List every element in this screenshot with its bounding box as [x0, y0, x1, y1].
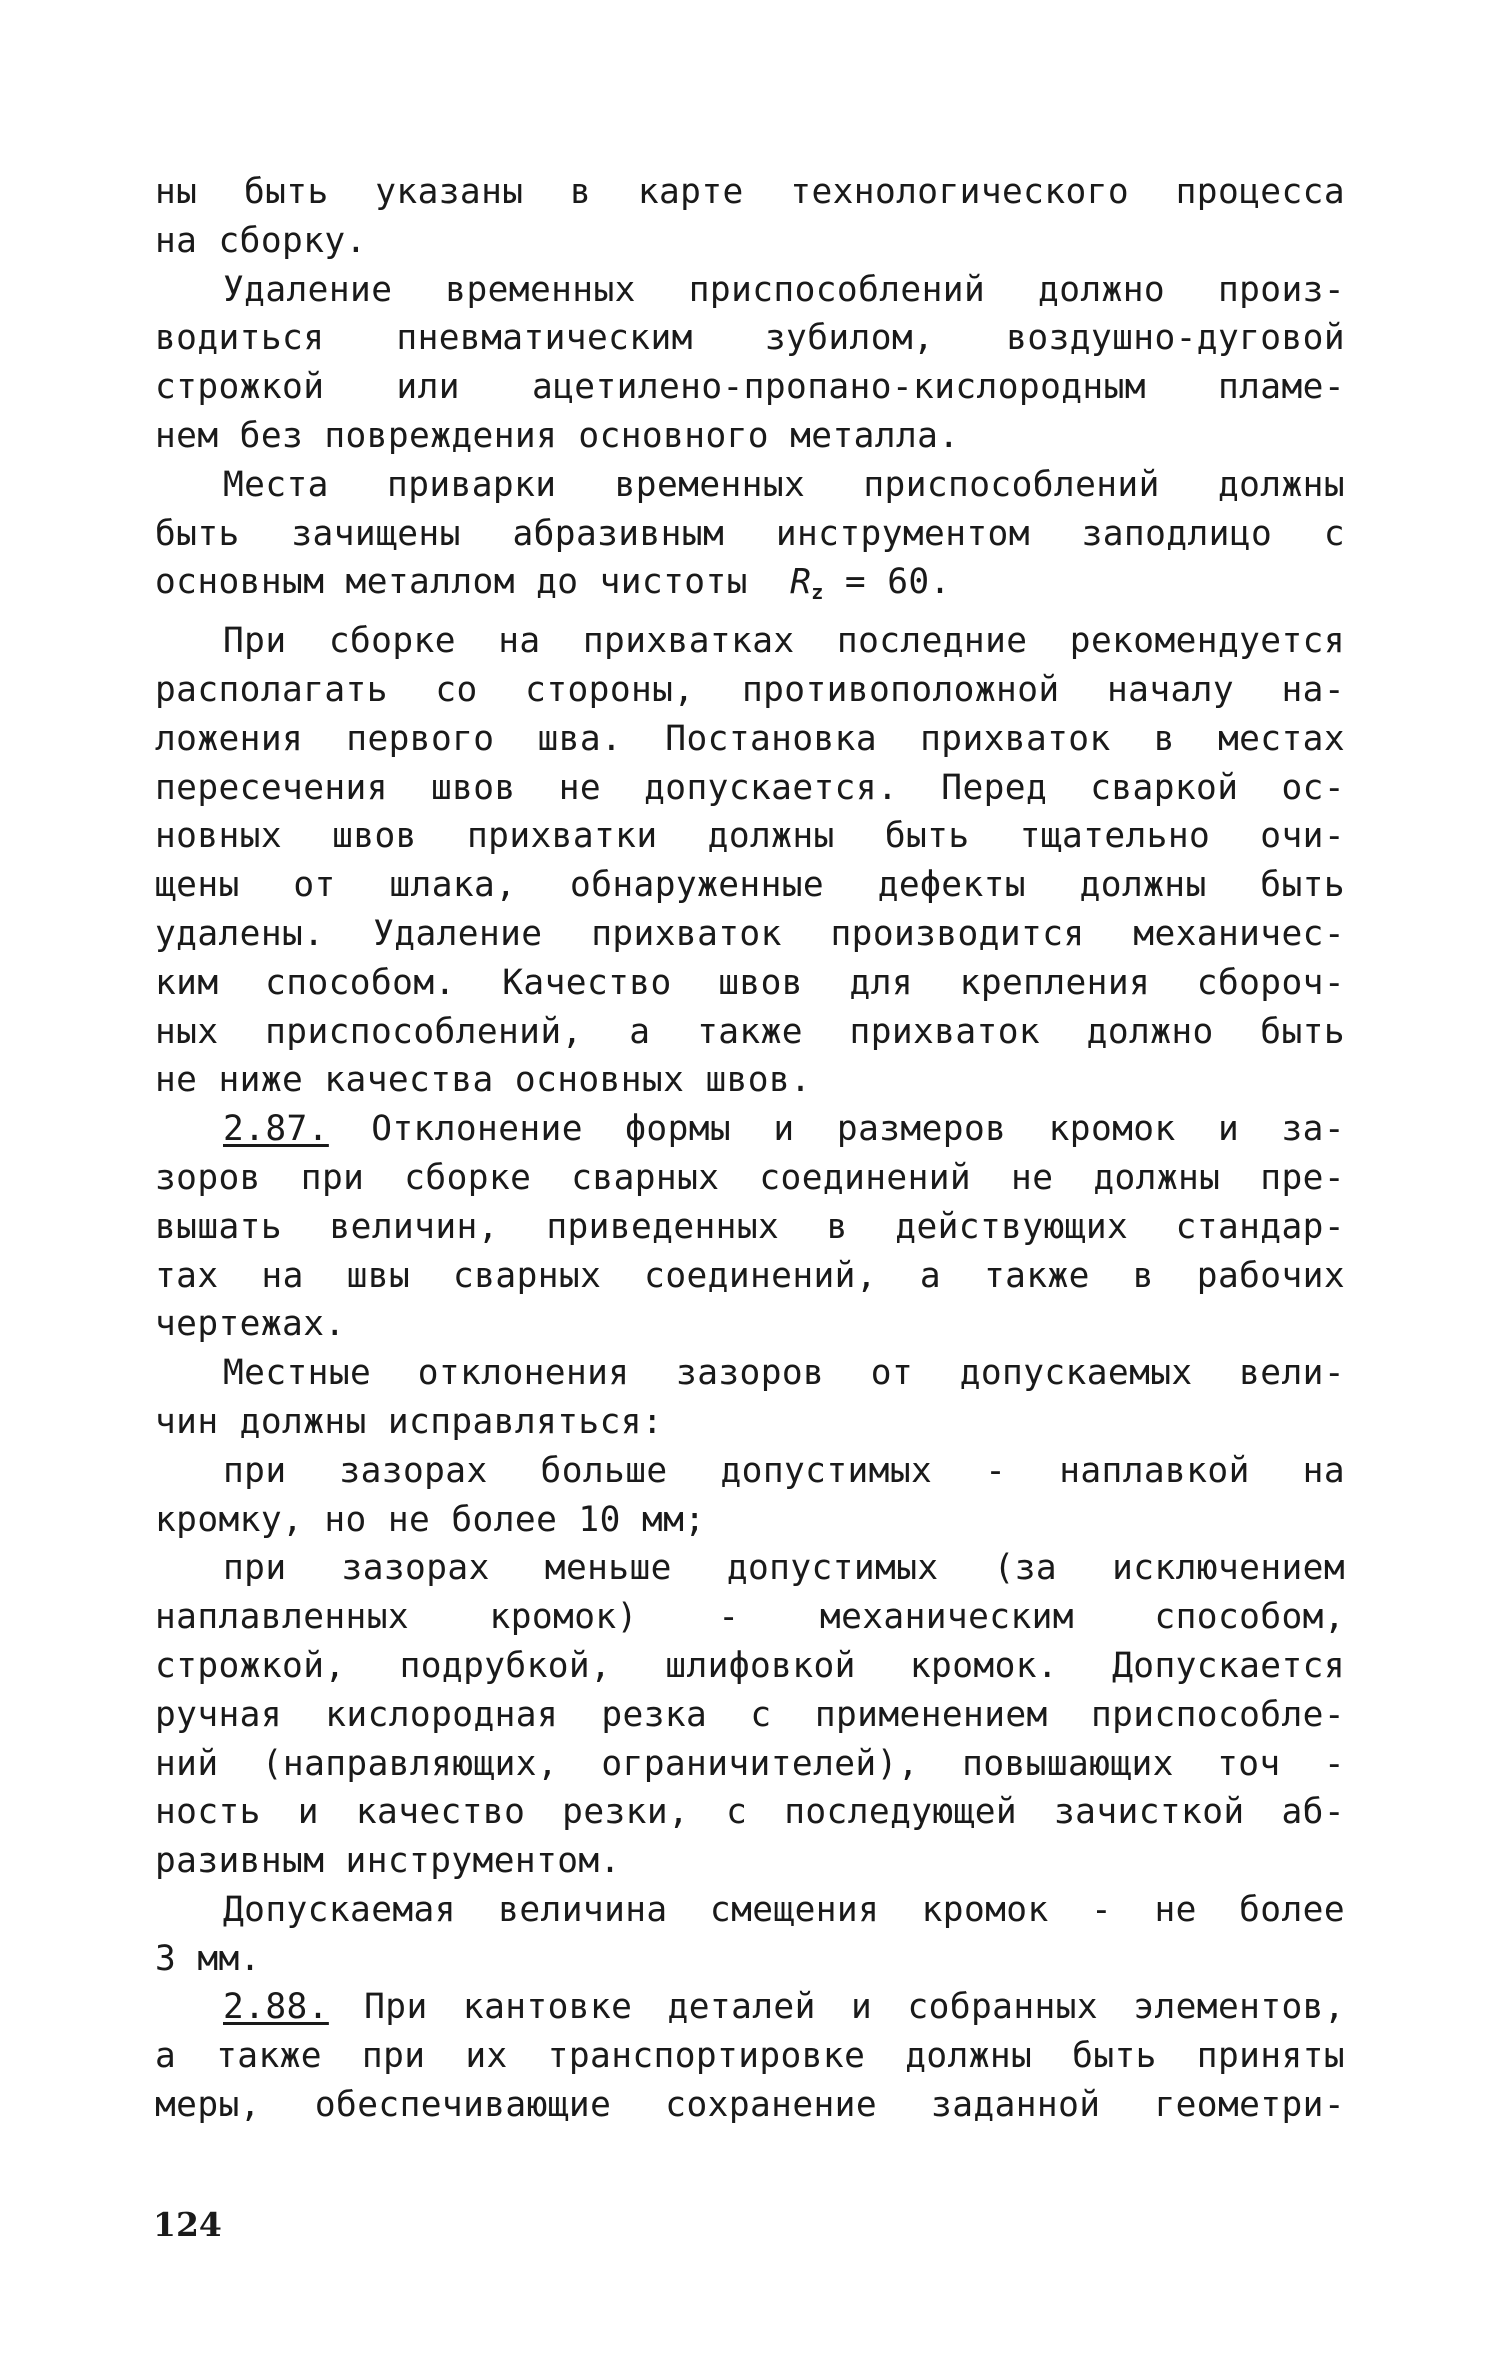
text-line: а также при их транспортировке должны быть приняты: [155, 2036, 1345, 2077]
text-line: Местные отклонения зазоров от допускаемых вели-: [223, 1353, 1345, 1394]
text-line: строжкой, подрубкой, шлифовкой кромок. Допускается: [155, 1645, 1345, 1686]
text-line: чин должны исправляться:: [155, 1401, 664, 1442]
text-line: новных швов прихватки должны быть тщательно очи-: [155, 816, 1345, 857]
body-text: [155, 168, 1345, 2130]
text-line: вышать величин, приведенных в действующих стандар-: [155, 1206, 1345, 1247]
text-line: удалены. Удаление прихваток производится механичес-: [155, 913, 1345, 954]
text-line: Удаление временных приспособлений должно произ-: [223, 269, 1345, 310]
text-line: ручная кислородная резка с применением приспособле-: [155, 1694, 1345, 1735]
clause-number: 2.87.: [223, 1109, 329, 1150]
text-line: ны быть указаны в карте технологического процесса: [155, 172, 1345, 212]
rz-line-after: = 60.: [823, 562, 951, 603]
text-line: разивным инструментом.: [155, 1841, 621, 1882]
text-line: [155, 558, 1345, 617]
roughness-letter: R: [790, 562, 812, 603]
text-line: при зазорах меньше допустимых (за исключением: [223, 1548, 1345, 1589]
text-line: ким способом. Качество швов для крепления сбороч-: [155, 962, 1345, 1003]
text-line: при зазорах больше допустимых - наплавкой на: [223, 1450, 1345, 1491]
text-line: нем без повреждения основного металла.: [155, 415, 960, 456]
page-number: 124: [153, 2205, 222, 2244]
text-line: наплавленных кромок) - механическим способом,: [155, 1597, 1345, 1638]
text-line: ний (направляющих, ограничителей), повышающих точ -: [155, 1743, 1345, 1784]
text-line: строжкой или ацетилено-пропано-кислородным пламе-: [155, 367, 1345, 408]
text-line: щены от шлака, обнаруженные дефекты должны быть: [155, 865, 1345, 906]
text-line: зоров при сборке сварных соединений не должны пре-: [155, 1157, 1345, 1198]
text-line: чертежах.: [155, 1304, 346, 1345]
text-line: [155, 1983, 1345, 2032]
clause-text: При кантовке деталей и собранных элементов,: [328, 1987, 1345, 2028]
text-line: 3 мм.: [155, 1938, 261, 1979]
text-line: меры, обеспечивающие сохранение заданной геометри-: [155, 2085, 1345, 2126]
text-line: При сборке на прихватках последние рекомендуется: [223, 621, 1345, 662]
text-line: ных приспособлений, а также прихваток должно быть: [155, 1011, 1345, 1052]
roughness-symbol: [790, 562, 824, 605]
text-line: Допускаемая величина смещения кромок - не более: [223, 1889, 1345, 1930]
text-line: ложения первого шва. Постановка прихваток в местах: [155, 718, 1345, 759]
text-line: на сборку.: [155, 220, 367, 261]
text-line: ность и качество резки, с последующей зачисткой аб-: [155, 1792, 1345, 1833]
text-line: тах на швы сварных соединений, а также в рабочих: [155, 1255, 1345, 1296]
text-line: располагать со стороны, противоположной началу на-: [155, 669, 1345, 710]
text-line: быть зачищены абразивным инструментом заподлицо с: [155, 513, 1345, 554]
rz-line-before: основным металлом до чистоты: [155, 562, 791, 603]
text-line: пересечения швов не допускается. Перед сваркой ос-: [155, 767, 1345, 808]
text-line: Места приварки временных приспособлений должны: [223, 464, 1345, 505]
roughness-subscript: z: [811, 580, 824, 605]
text-line: кромку, но не более 10 мм;: [155, 1499, 706, 1540]
clause-text: Отклонение формы и размеров кромок и за-: [328, 1109, 1345, 1150]
text-line: не ниже качества основных швов.: [155, 1060, 812, 1101]
text-line: [155, 1105, 1345, 1154]
text-line: водиться пневматическим зубилом, воздушно-дуговой: [155, 318, 1345, 359]
clause-number: 2.88.: [223, 1987, 329, 2028]
